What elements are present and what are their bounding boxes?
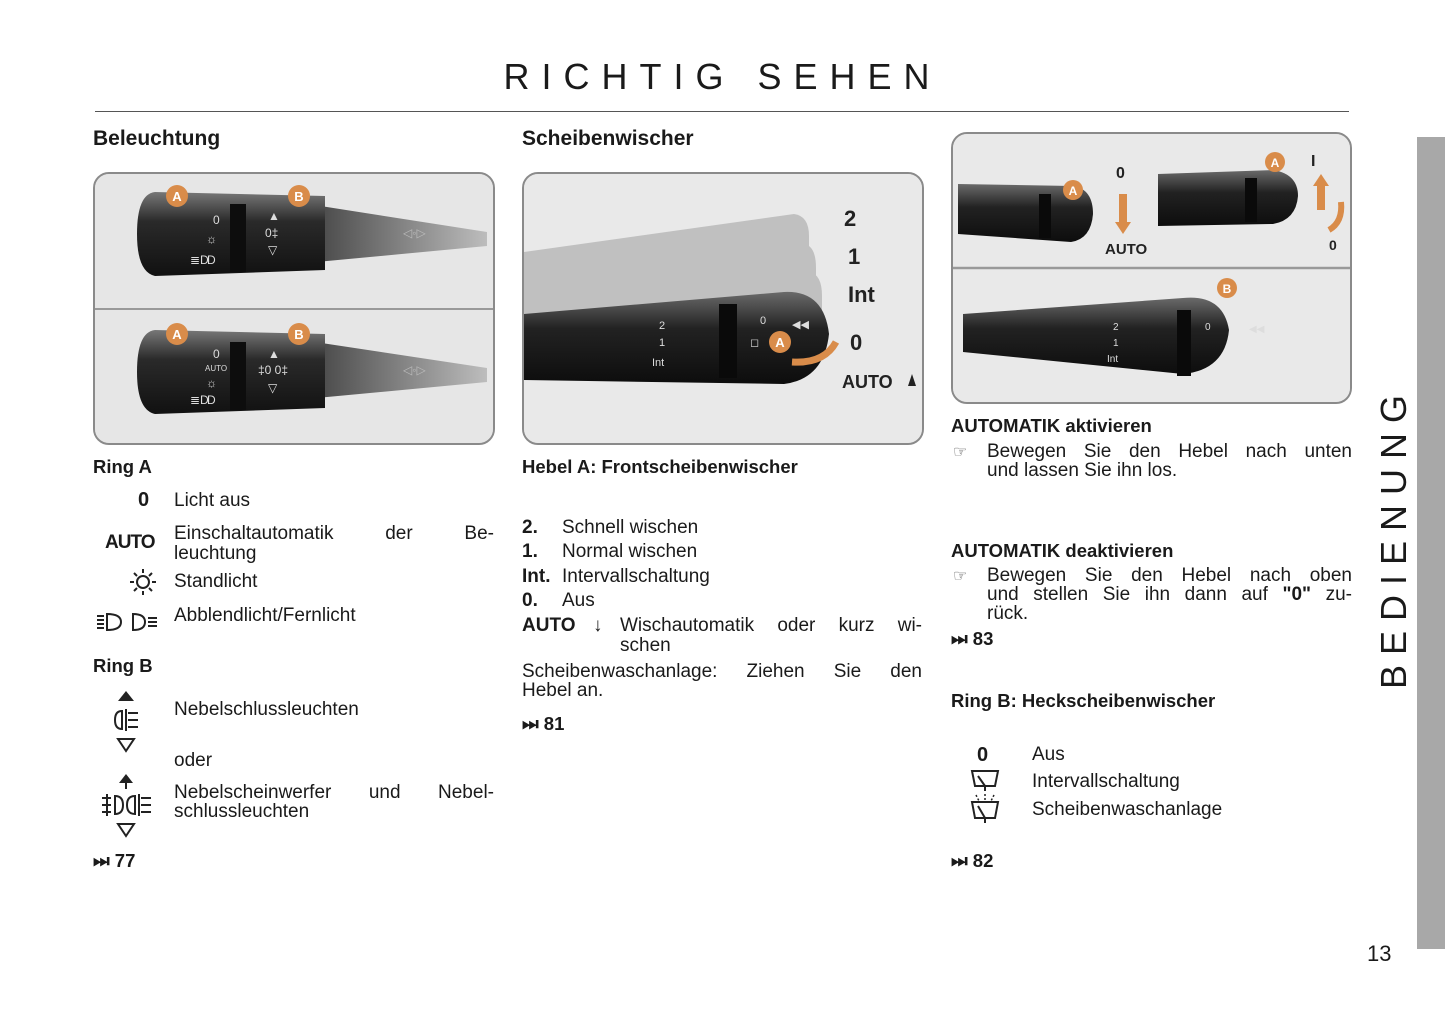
svg-text:2: 2 bbox=[1113, 322, 1119, 333]
auto-wiper-figure bbox=[951, 132, 1352, 404]
figure-int: Int bbox=[848, 282, 875, 307]
figure-one: I bbox=[1311, 153, 1316, 170]
page-reference-link[interactable]: ⏭ 81 bbox=[522, 713, 565, 734]
front-rear-fog-icon bbox=[99, 772, 155, 840]
svg-text:▽: ▽ bbox=[268, 381, 278, 395]
washer-text: Scheibenwaschanlage: Ziehen Sie den bbox=[522, 661, 922, 682]
auto-deactivate-text: rück. bbox=[987, 603, 1029, 624]
page-title: RICHTIG SEHEN bbox=[503, 56, 942, 97]
svg-text:D: D bbox=[207, 253, 216, 267]
speed-text: Normal wischen bbox=[562, 541, 698, 562]
down-arrow-icon: ↓ bbox=[593, 615, 603, 636]
speed-text: Intervallschaltung bbox=[562, 566, 710, 587]
callout-a: A bbox=[172, 189, 182, 204]
svg-text:≣D: ≣D bbox=[190, 393, 209, 407]
svg-text:▲: ▲ bbox=[268, 347, 280, 361]
figure-zero: 0 bbox=[1116, 165, 1125, 182]
lighting-heading: Beleuchtung bbox=[93, 127, 221, 150]
callout-b: B bbox=[294, 189, 304, 204]
svg-text:0: 0 bbox=[213, 213, 220, 227]
svg-text:‡0 0‡: ‡0 0‡ bbox=[258, 363, 289, 377]
callout-a: A bbox=[1270, 156, 1280, 170]
svg-text:◀◀: ◀◀ bbox=[1249, 324, 1265, 335]
callout-a: A bbox=[1068, 184, 1078, 198]
svg-text:◁◦▷: ◁◦▷ bbox=[403, 363, 426, 377]
zero-icon: 0 bbox=[977, 744, 989, 766]
auto-deactivate-text: und stellen Sie ihn dann auf "0" zu- bbox=[987, 584, 1352, 605]
rear-item-text: Scheibenwaschanlage bbox=[1032, 799, 1223, 820]
rear-wiper-icon bbox=[970, 768, 1000, 792]
svg-text:Int: Int bbox=[652, 357, 665, 369]
ring-b-or-text: oder bbox=[174, 750, 213, 771]
figure-speed-1: 1 bbox=[848, 244, 861, 269]
callout-b: B bbox=[294, 327, 304, 342]
svg-text:1: 1 bbox=[659, 337, 666, 349]
rear-item-text: Intervallschaltung bbox=[1032, 771, 1180, 792]
auto-text: schen bbox=[620, 635, 671, 656]
svg-text:0‡: 0‡ bbox=[265, 226, 279, 240]
callout-a: A bbox=[775, 335, 785, 350]
wiper-figure bbox=[522, 172, 924, 445]
svg-text:▽: ▽ bbox=[268, 243, 278, 257]
svg-text:0: 0 bbox=[760, 315, 767, 327]
svg-text:◻: ◻ bbox=[750, 337, 760, 349]
ring-b-item-text: Nebelschlussleuchten bbox=[174, 699, 359, 720]
skip-forward-icon: ⏭ bbox=[951, 628, 968, 649]
ring-a-title: Ring A bbox=[93, 456, 152, 477]
auto-icon: AUTO bbox=[105, 532, 155, 553]
svg-text:0: 0 bbox=[213, 347, 220, 361]
speed-text: Aus bbox=[562, 590, 595, 611]
svg-text:▲: ▲ bbox=[268, 209, 280, 223]
rear-item-text: Aus bbox=[1032, 744, 1065, 765]
lighting-figure bbox=[93, 172, 495, 445]
figure-zero: 0 bbox=[1329, 237, 1337, 253]
ring-a-item-text: Einschaltautomatik der Be- bbox=[174, 523, 494, 544]
speed-key: 2. bbox=[522, 517, 538, 538]
callout-b: B bbox=[1222, 282, 1232, 296]
page-reference-link[interactable]: ⏭ 82 bbox=[951, 850, 994, 871]
page-reference-link[interactable]: ⏭ 83 bbox=[951, 628, 994, 649]
rear-fog-icon bbox=[110, 689, 142, 753]
speed-text: Schnell wischen bbox=[562, 517, 699, 538]
speed-key: 1. bbox=[522, 541, 538, 562]
ring-a-item-text: Standlicht bbox=[174, 571, 258, 592]
zero-icon: 0 bbox=[138, 489, 150, 511]
svg-text:2: 2 bbox=[659, 320, 666, 332]
figure-auto: AUTO bbox=[842, 372, 893, 392]
figure-zero: 0 bbox=[850, 330, 863, 355]
ring-a-item-text: Abblendlicht/Fernlicht bbox=[174, 605, 356, 626]
figure-auto: AUTO bbox=[1105, 241, 1148, 258]
rear-washer-icon bbox=[970, 794, 1000, 824]
skip-forward-icon: ⏭ bbox=[522, 713, 539, 734]
auto-deactivate-title: AUTOMATIK deaktivieren bbox=[951, 540, 1174, 561]
sidelight-icon bbox=[128, 568, 158, 596]
svg-text:◁◦▷: ◁◦▷ bbox=[403, 226, 426, 240]
ring-b-rear-title: Ring B: Heckscheibenwischer bbox=[951, 690, 1216, 711]
svg-text:D: D bbox=[207, 393, 216, 407]
figure-auto-label: AUTO bbox=[205, 364, 228, 373]
ring-a-item-text: Licht aus bbox=[174, 490, 251, 511]
lever-a-subtitle: Hebel A: Frontscheibenwischer bbox=[522, 456, 798, 477]
speed-key: 0. bbox=[522, 590, 538, 611]
page-reference-link[interactable]: ⏭ 77 bbox=[93, 850, 136, 871]
ring-b-item-text: schlussleuchten bbox=[174, 801, 310, 822]
pointing-hand-icon: ☞ bbox=[953, 568, 968, 585]
svg-text:1: 1 bbox=[1113, 338, 1119, 349]
ring-a-item-text: leuchtung bbox=[174, 543, 257, 564]
wiper-heading: Scheibenwischer bbox=[522, 127, 694, 150]
washer-text: Hebel an. bbox=[522, 680, 604, 701]
svg-text:☼: ☼ bbox=[206, 232, 217, 246]
skip-forward-icon: ⏭ bbox=[951, 850, 968, 871]
auto-activate-text: Bewegen Sie den Hebel nach unten bbox=[987, 441, 1352, 462]
svg-text:≣D: ≣D bbox=[190, 253, 209, 267]
svg-text:Int: Int bbox=[1107, 354, 1119, 365]
page-number: 13 bbox=[1367, 941, 1392, 966]
skip-forward-icon: ⏭ bbox=[93, 850, 110, 871]
svg-text:◀◀: ◀◀ bbox=[792, 319, 809, 331]
title-divider bbox=[95, 111, 1349, 112]
auto-activate-title: AUTOMATIK aktivieren bbox=[951, 415, 1152, 436]
figure-speed-2: 2 bbox=[844, 206, 857, 231]
section-tab-label: BEDIENUNG bbox=[1373, 384, 1414, 690]
auto-activate-text: und lassen Sie ihn los. bbox=[987, 460, 1178, 481]
headlight-icon bbox=[95, 611, 159, 633]
pointing-hand-icon: ☞ bbox=[953, 444, 968, 461]
ring-b-item-text: Nebelscheinwerfer und Nebel- bbox=[174, 782, 494, 803]
auto-deactivate-text: Bewegen Sie den Hebel nach oben bbox=[987, 565, 1352, 586]
ring-b-title: Ring B bbox=[93, 655, 153, 676]
svg-text:☼: ☼ bbox=[206, 376, 217, 390]
speed-key: Int. bbox=[522, 566, 551, 587]
svg-text:0: 0 bbox=[1205, 322, 1211, 333]
auto-text: Wischautomatik oder kurz wi- bbox=[620, 615, 922, 636]
callout-a: A bbox=[172, 327, 182, 342]
auto-key: AUTO bbox=[522, 615, 576, 636]
